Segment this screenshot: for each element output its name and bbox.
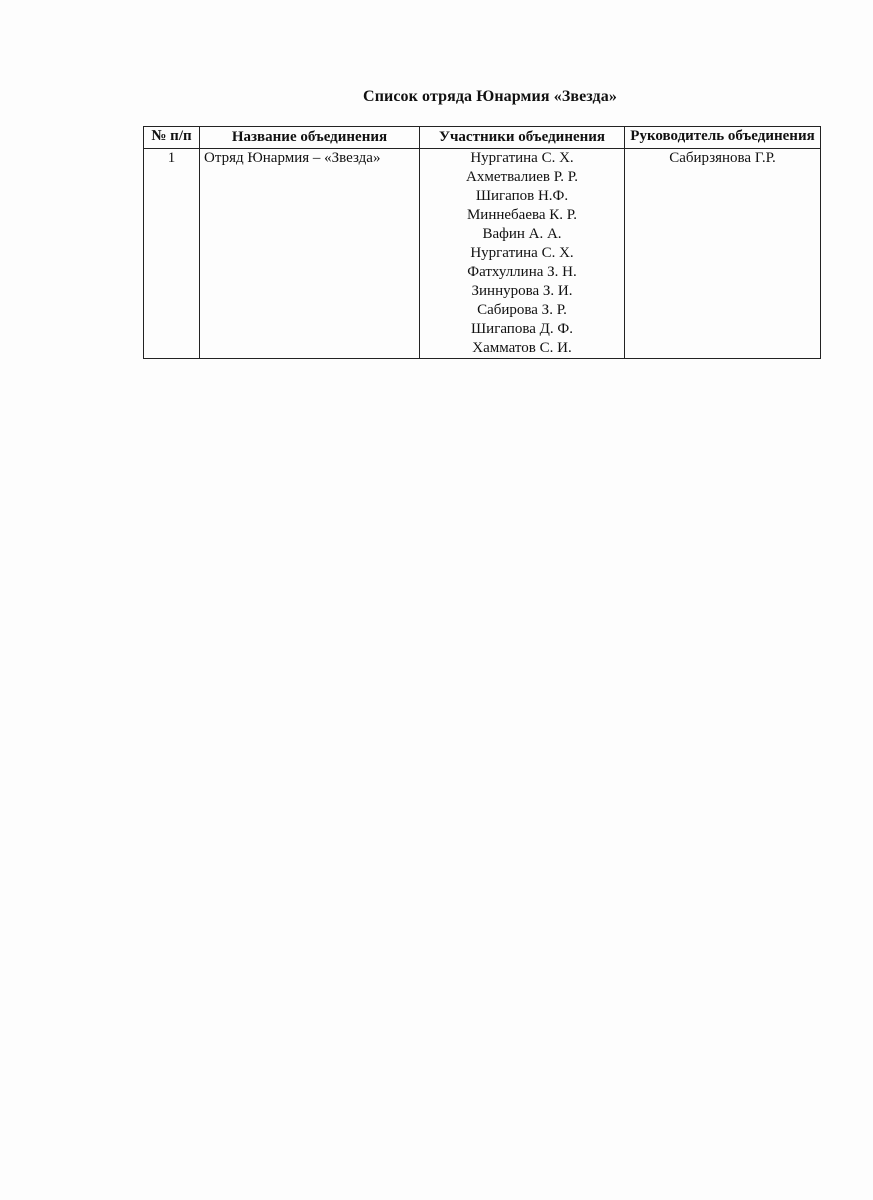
participant-name: Нургатина С. Х.: [470, 245, 574, 261]
table-row: [144, 149, 821, 359]
header-association-name: [200, 127, 420, 149]
participant-name: Хамматов С. И.: [472, 340, 572, 356]
document-title: Список отряда Юнармия «Звезда»: [363, 88, 617, 105]
table-header-row: [144, 127, 821, 149]
header-number: № п/п: [144, 127, 200, 149]
cell-association-name: Отряд Юнармия – «Звезда»: [200, 149, 420, 359]
header-association-name-label: Название объединения: [231, 129, 388, 145]
header-leader: Руководитель объединения: [625, 127, 821, 149]
participant-name: Фатхуллина З. Н.: [467, 264, 577, 280]
cell-participants: [420, 149, 625, 359]
participant-name: Сабирова З. Р.: [477, 302, 567, 318]
header-participants-label: Участники объединения: [438, 129, 606, 145]
participant-name: Миннебаева К. Р.: [466, 207, 578, 223]
header-participants: [420, 127, 625, 149]
participant-name: Шигапова Д. Ф.: [471, 321, 573, 337]
participant-name: Вафин А. А.: [482, 226, 562, 242]
participant-name: Шигапов Н.Ф.: [475, 188, 569, 204]
participant-name: Зиннурова З. И.: [471, 283, 573, 299]
roster-table: [143, 126, 821, 359]
participant-name: Ахметвалиев Р. Р.: [466, 169, 578, 185]
cell-number: 1: [144, 149, 200, 359]
participant-name: Нургатина С. Х.: [470, 150, 574, 166]
cell-leader: Сабирзянова Г.Р.: [625, 149, 821, 359]
